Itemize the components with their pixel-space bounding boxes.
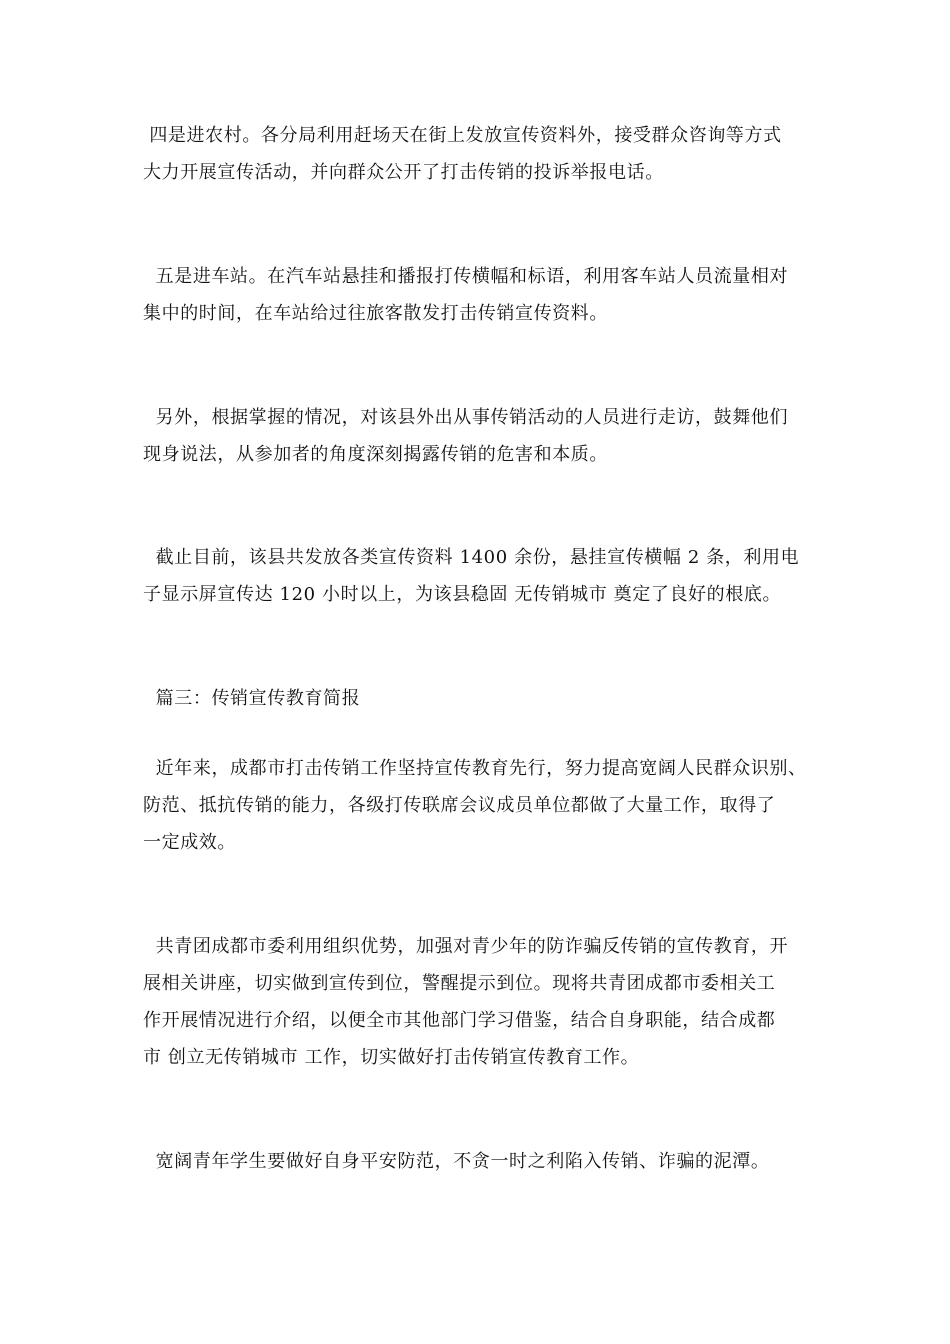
paragraph-2-line-2: 集中的时间，在车站给过往旅客散发打击传销宣传资料。 [143,303,608,324]
paragraph-3-line-2: 现身说法，从参加者的角度深刻揭露传销的危害和本质。 [143,444,608,465]
paragraph-4-line-2: 子显示屏宣传达 120 小时以上，为该县稳固 无传销城市 奠定了良好的根底。 [143,584,782,605]
section-heading: 篇三：传销宣传教育简报 [143,688,361,709]
paragraph-6-line-2: 防范、抵抗传销的能力，各级打传联席会议成员单位都做了大量工作，取得了 [143,795,776,816]
paragraph-7-line-1: 共青团成都市委利用组织优势，加强对青少年的防诈骗反传销的宣传教育，开 [143,936,789,957]
paragraph-1-line-2: 大力开展宣传活动，并向群众公开了打击传销的投诉举报电话。 [143,162,664,183]
paragraph-3-line-1: 另外，根据掌握的情况，对该县外出从事传销活动的人员进行走访，鼓舞他们 [143,407,789,428]
paragraph-4-line-1: 截止目前，该县共发放各类宣传资料 1400 余份，悬挂宣传横幅 2 条，利用电 [143,547,800,568]
paragraph-7-line-3: 作开展情况进行介绍，以便全市其他部门学习借鉴，结合自身职能，结合成都 [143,1010,776,1031]
paragraph-8-line-1: 宽阔青年学生要做好自身平安防范，不贪一时之利陷入传销、诈骗的泥潭。 [143,1151,770,1172]
paragraph-7-line-2: 展相关讲座，切实做到宣传到位，警醒提示到位。现将共青团成都市委相关工 [143,973,776,994]
paragraph-6-line-3: 一定成效。 [143,832,236,853]
paragraph-6-line-1: 近年来，成都市打击传销工作坚持宣传教育先行，努力提高宽阔人民群众识别、 [143,758,807,779]
paragraph-1-line-1: 四是进农村。各分局利用赶场天在街上发放宣传资料外，接受群众咨询等方式 [143,125,782,146]
paragraph-7-line-4: 市 创立无传销城市 工作，切实做好打击传销宣传教育工作。 [143,1047,640,1068]
paragraph-2-line-1: 五是进车站。在汽车站悬挂和播报打传横幅和标语，利用客车站人员流量相对 [143,266,789,287]
